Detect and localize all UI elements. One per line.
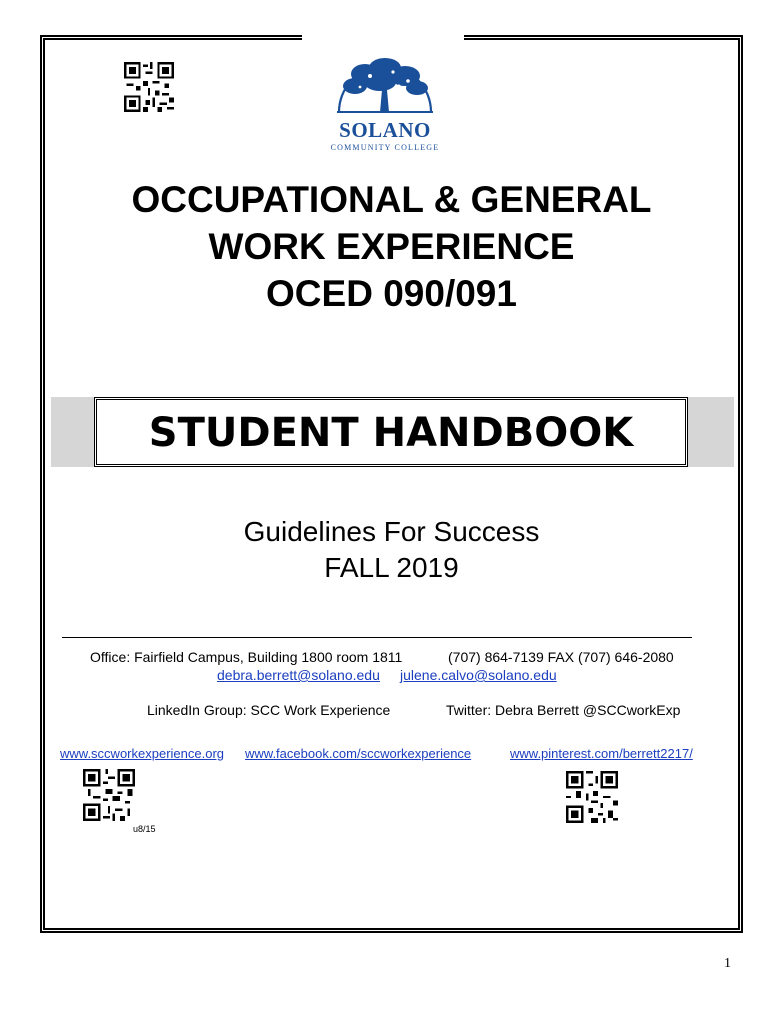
banner-box <box>94 397 688 467</box>
subtitle-term: FALL 2019 <box>324 552 459 583</box>
page-number: 1 <box>724 956 731 971</box>
document-title <box>60 176 723 317</box>
banner-text: STUDENT HANDBOOK <box>148 410 634 456</box>
email-link-julene[interactable]: julene.calvo@solano.edu <box>400 667 557 683</box>
qr-code-icon <box>83 769 135 821</box>
website-link[interactable]: www.sccworkexperience.org <box>60 746 225 761</box>
title-line: WORK EXPERIENCE <box>208 226 575 267</box>
subtitle-line: Guidelines For Success <box>243 516 540 547</box>
page-border <box>40 35 743 933</box>
twitter-handle: Twitter: Debra Berrett @SCCworkExp <box>446 702 681 718</box>
linkedin-group: LinkedIn Group: SCC Work Experience <box>147 702 391 718</box>
divider <box>62 637 692 638</box>
logo-name: SOLANO <box>339 118 431 142</box>
qr-code-icon <box>123 62 175 112</box>
title-line: OCCUPATIONAL & GENERAL <box>131 179 652 220</box>
phone-fax: (707) 864-7139 FAX (707) 646-2080 <box>448 649 674 665</box>
pinterest-link[interactable]: www.pinterest.com/berrett2217/ <box>510 746 693 761</box>
qr-code-icon <box>566 771 618 823</box>
email-link-debra[interactable]: debra.berrett@solano.edu <box>217 667 380 683</box>
title-line: OCED 090/091 <box>266 273 517 314</box>
logo-subtitle: COMMUNITY COLLEGE <box>330 143 440 152</box>
revision-date: u8/15 <box>133 824 156 834</box>
subtitle <box>60 514 723 586</box>
office-address: Office: Fairfield Campus, Building 1800 room 1811 <box>90 649 403 665</box>
border-gap <box>302 31 464 41</box>
facebook-link[interactable]: www.facebook.com/sccworkexperience <box>245 746 472 761</box>
